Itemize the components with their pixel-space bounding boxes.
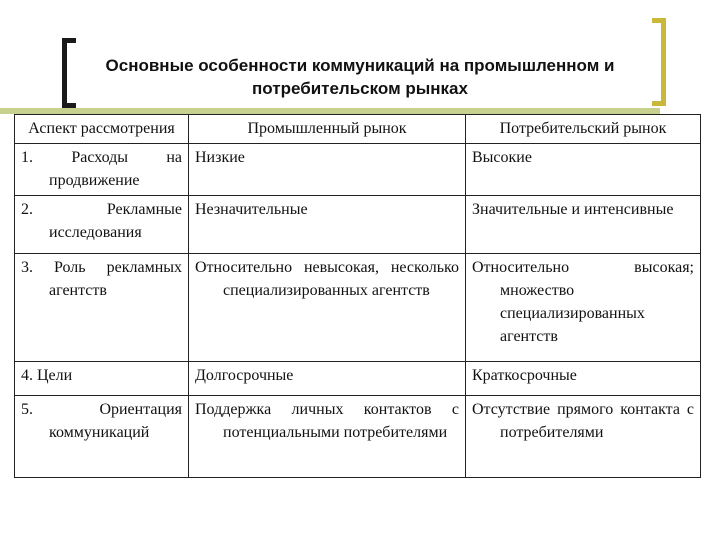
- cell-aspect: 5. Ориентация коммуникаций: [15, 396, 189, 478]
- cell-aspect: 1. Расходы на продвижение: [15, 144, 189, 196]
- slide-title: [20, 54, 700, 100]
- table-row: [15, 254, 701, 362]
- cell-industrial: Относительно невысокая, несколько специализированных агентств: [189, 254, 466, 362]
- table-row: [15, 362, 701, 396]
- cell-industrial: Низкие: [189, 144, 466, 196]
- cell-aspect: 4. Цели: [15, 362, 189, 396]
- comparison-table: [14, 114, 701, 478]
- header-consumer: Потребительский рынок: [466, 115, 701, 144]
- cell-aspect: 3. Роль рекламных агентств: [15, 254, 189, 362]
- cell-consumer: Высокие: [466, 144, 701, 196]
- slide-title-line1: Основные особенности коммуникаций на промышленном и: [105, 56, 615, 75]
- cell-consumer: Краткосрочные: [466, 362, 701, 396]
- table-row: [15, 396, 701, 478]
- table-row: [15, 144, 701, 196]
- header-industrial: Промышленный рынок: [189, 115, 466, 144]
- header-aspect: Аспект рассмотрения: [15, 115, 189, 144]
- table-row: [15, 196, 701, 254]
- cell-consumer: Отсутствие прямого контакта с потребителями: [466, 396, 701, 478]
- cell-aspect: 2. Рекламные исследования: [15, 196, 189, 254]
- cell-consumer: Значительные и интенсивные: [466, 196, 701, 254]
- slide-title-line2: потребительском рынках: [252, 79, 468, 98]
- cell-industrial: Поддержка личных контактов с потенциальными потребителями: [189, 396, 466, 478]
- cell-industrial: Незначительные: [189, 196, 466, 254]
- table-header-row: [15, 115, 701, 144]
- cell-consumer: Относительно высокая; множество специализированных агентств: [466, 254, 701, 362]
- cell-industrial: Долгосрочные: [189, 362, 466, 396]
